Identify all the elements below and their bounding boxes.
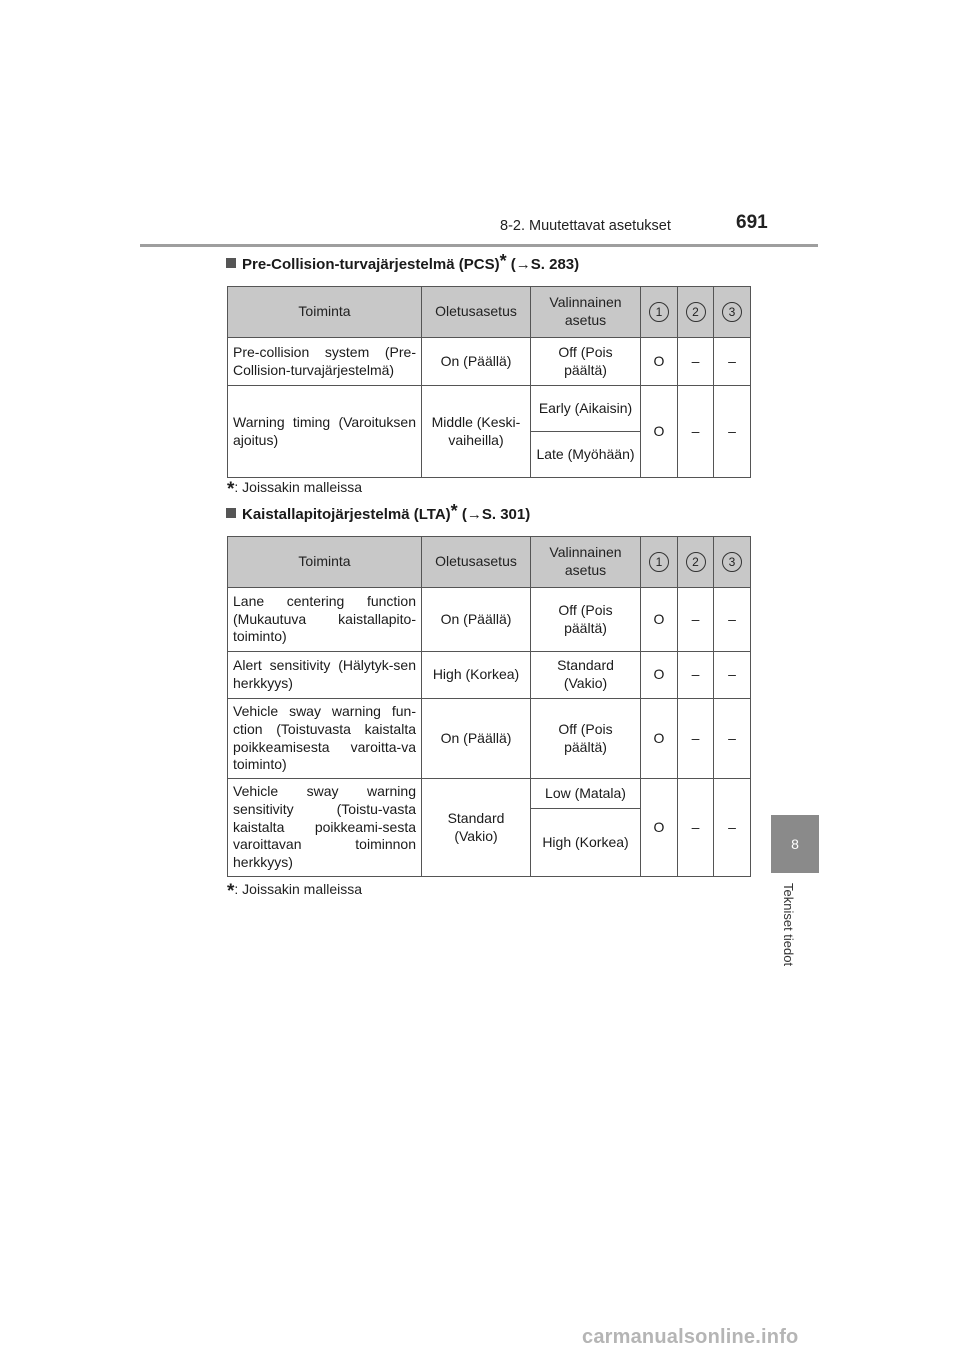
header-divider: [140, 244, 818, 247]
chapter-tab-label: Tekniset tiedot: [781, 883, 796, 967]
cell-2: –: [678, 699, 714, 779]
cell-default: Standard (Vakio): [422, 779, 531, 877]
page-reference: (→S. 301): [457, 506, 531, 523]
footnote: [227, 476, 362, 498]
table-row: [228, 588, 751, 652]
cell-1: O: [641, 386, 678, 478]
table-row: [228, 338, 751, 386]
square-bullet-icon: [226, 258, 236, 268]
lta-settings-table: [227, 536, 751, 877]
section-title-main: Kaistallapitojärjestelmä (LTA): [242, 506, 451, 523]
column-header-default: Oletusasetus: [422, 537, 531, 588]
footnote-text: : Joissakin malleissa: [234, 479, 363, 495]
pcs-settings-table: [227, 286, 751, 478]
cell-2: –: [678, 588, 714, 652]
cell-2: –: [678, 386, 714, 478]
cell-function: Pre-collision system (Pre-Collision-turvajärjestelmä): [228, 338, 422, 386]
footnote-text: : Joissakin malleissa: [234, 881, 363, 897]
circled-number-2: 2: [686, 302, 706, 322]
circled-number-1: 1: [649, 552, 669, 572]
cell-function: Vehicle sway warning sensitivity (Toistu-vasta kaistalta poikkeami-sesta varoittavan toiminnon herkkyys): [228, 779, 422, 877]
column-header-function: Toiminta: [228, 537, 422, 588]
asterisk-mark: *: [499, 251, 507, 271]
page-reference: (→S. 283): [506, 256, 580, 273]
table-row: [228, 699, 751, 779]
table-row: [228, 652, 751, 699]
column-header-optional: Valinnainen asetus: [531, 537, 641, 588]
cell-optional: Off (Pois päältä): [531, 588, 641, 652]
section-title-pcs: [226, 251, 580, 273]
cell-1: O: [641, 338, 678, 386]
column-header-default: Oletusasetus: [422, 287, 531, 338]
cell-3: –: [714, 779, 751, 877]
column-header-optional: Valinnainen asetus: [531, 287, 641, 338]
running-header-section: 8-2. Muutettavat asetukset: [500, 218, 671, 234]
column-header-3: [714, 537, 751, 588]
cell-function: Lane centering function (Mukautuva kaistallapito-toiminto): [228, 588, 422, 652]
cell-optional: High (Korkea): [531, 809, 641, 877]
cell-1: O: [641, 699, 678, 779]
cell-3: –: [714, 338, 751, 386]
cell-default: On (Päällä): [422, 588, 531, 652]
cell-function: Warning timing (Varoituksen ajoitus): [228, 386, 422, 478]
cell-2: –: [678, 652, 714, 699]
table-row: [228, 779, 751, 809]
footnote-asterisk: *: [227, 479, 235, 500]
cell-1: O: [641, 588, 678, 652]
footnote: [227, 878, 362, 900]
cell-3: –: [714, 699, 751, 779]
circled-number-1: 1: [649, 302, 669, 322]
table-row: [228, 386, 751, 432]
cell-optional: Late (Myöhään): [531, 432, 641, 478]
cell-default: On (Päällä): [422, 338, 531, 386]
cell-3: –: [714, 652, 751, 699]
section-title-lta: [226, 501, 531, 523]
cell-2: –: [678, 779, 714, 877]
page-number: 691: [736, 212, 768, 233]
asterisk-mark: *: [450, 501, 458, 521]
column-header-3: [714, 287, 751, 338]
cell-optional: Early (Aikaisin): [531, 386, 641, 432]
cell-1: O: [641, 652, 678, 699]
cell-optional: Off (Pois päältä): [531, 338, 641, 386]
cell-function: Vehicle sway warning fun-ction (Toistuvasta kaistalta poikkeamisesta varoitta-va toiminto): [228, 699, 422, 779]
cell-default: Middle (Keski-vaiheilla): [422, 386, 531, 478]
cell-2: –: [678, 338, 714, 386]
column-header-1: [641, 537, 678, 588]
cell-3: –: [714, 386, 751, 478]
column-header-1: [641, 287, 678, 338]
circled-number-2: 2: [686, 552, 706, 572]
circled-number-3: 3: [722, 552, 742, 572]
cell-optional: Off (Pois päältä): [531, 699, 641, 779]
cell-optional: Standard (Vakio): [531, 652, 641, 699]
section-title-main: Pre-Collision-turvajärjestelmä (PCS): [242, 256, 500, 273]
footnote-asterisk: *: [227, 881, 235, 902]
column-header-2: [678, 287, 714, 338]
cell-default: On (Päällä): [422, 699, 531, 779]
table-header-row: [228, 287, 751, 338]
cell-3: –: [714, 588, 751, 652]
watermark-text: carmanualsonline.info: [582, 1326, 799, 1348]
cell-1: O: [641, 779, 678, 877]
column-header-function: Toiminta: [228, 287, 422, 338]
square-bullet-icon: [226, 508, 236, 518]
column-header-2: [678, 537, 714, 588]
cell-optional: Low (Matala): [531, 779, 641, 809]
circled-number-3: 3: [722, 302, 742, 322]
cell-function: Alert sensitivity (Hälytyk-sen herkkyys): [228, 652, 422, 699]
chapter-tab: 8: [771, 815, 819, 873]
table-header-row: [228, 537, 751, 588]
cell-default: High (Korkea): [422, 652, 531, 699]
